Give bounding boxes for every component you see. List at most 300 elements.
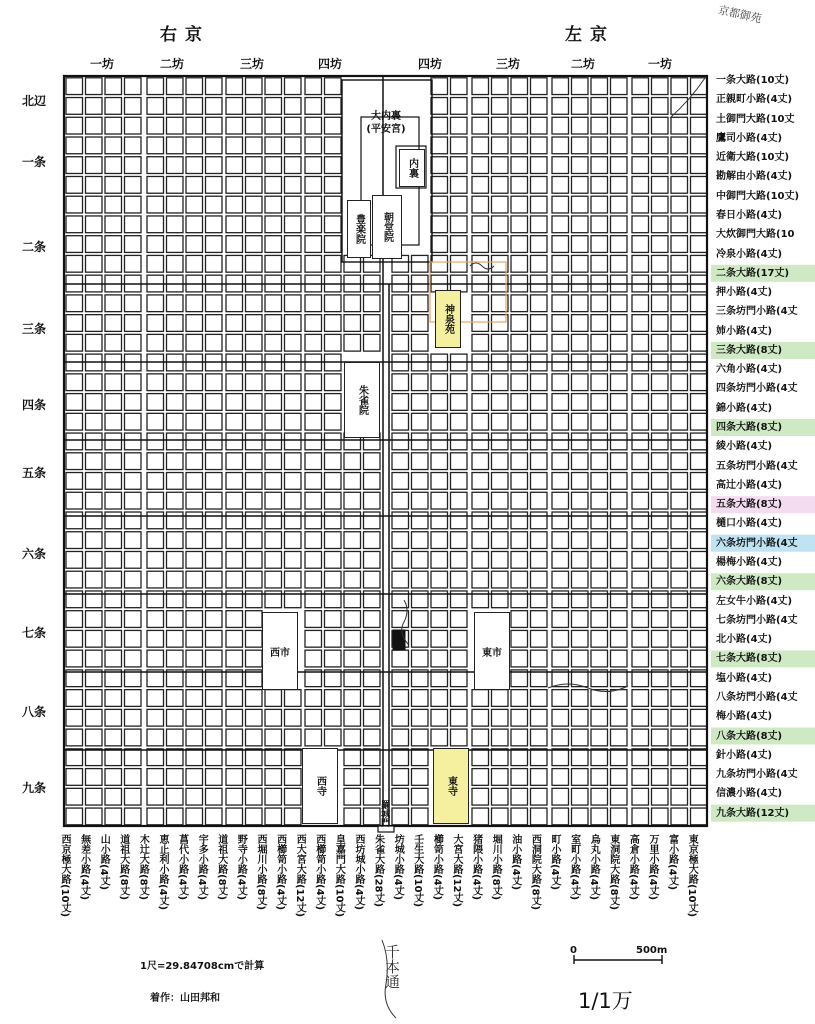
ew-street-width: (17丈) xyxy=(756,267,790,279)
scale-ratio: 1/1万 xyxy=(578,989,633,1013)
city-block xyxy=(472,551,489,568)
ns-street-item xyxy=(274,834,286,910)
ew-street-name: 北小路 xyxy=(716,634,746,646)
ew-street-width: (4丈) xyxy=(766,171,793,183)
city-block xyxy=(492,690,509,707)
city-block xyxy=(652,98,669,115)
ew-street-name: 勘解由小路 xyxy=(716,171,766,183)
city-block xyxy=(611,117,628,134)
city-block xyxy=(325,512,342,529)
city-block xyxy=(344,630,361,647)
city-block xyxy=(652,769,669,786)
city-block xyxy=(66,413,83,430)
city-block xyxy=(246,394,263,411)
city-block xyxy=(451,117,468,134)
ns-street-width: (4丈) xyxy=(274,884,286,911)
city-block xyxy=(572,551,589,568)
ew-street-item xyxy=(716,669,772,688)
city-block xyxy=(572,98,589,115)
city-block xyxy=(147,769,164,786)
city-block xyxy=(186,749,203,766)
city-block xyxy=(86,749,103,766)
city-block xyxy=(552,690,569,707)
city-block xyxy=(186,98,203,115)
city-block xyxy=(206,729,223,746)
city-block xyxy=(412,295,429,312)
handwritten-mark xyxy=(470,263,494,269)
city-block xyxy=(591,532,608,549)
city-block xyxy=(632,650,649,667)
ew-street-width: (8丈) xyxy=(756,653,783,665)
ew-street-name: 錦小路 xyxy=(716,402,746,414)
city-block xyxy=(86,117,103,134)
city-block xyxy=(186,413,203,430)
bo-label: 一坊 xyxy=(648,57,673,71)
city-block xyxy=(531,216,548,233)
city-block xyxy=(552,315,569,332)
city-block xyxy=(451,255,468,272)
city-block xyxy=(511,453,528,470)
bo-label: 二坊 xyxy=(160,57,185,71)
ew-street-name: 一条大路 xyxy=(716,75,756,86)
city-block xyxy=(572,532,589,549)
city-block xyxy=(451,571,468,588)
ew-street-name: 高辻小路 xyxy=(716,479,756,491)
city-block xyxy=(472,769,489,786)
city-block xyxy=(125,729,142,746)
city-block xyxy=(591,295,608,312)
city-block xyxy=(671,630,688,647)
city-block xyxy=(125,473,142,490)
city-block xyxy=(552,788,569,805)
city-block xyxy=(492,749,509,766)
city-block xyxy=(285,176,302,193)
city-block xyxy=(472,216,489,233)
city-block xyxy=(66,769,83,786)
city-block xyxy=(652,413,669,430)
city-block xyxy=(125,492,142,509)
city-block xyxy=(632,78,649,95)
city-block xyxy=(246,413,263,430)
city-block xyxy=(392,749,409,766)
city-block xyxy=(86,196,103,213)
city-block xyxy=(86,551,103,568)
city-block xyxy=(691,709,708,726)
city-block xyxy=(492,374,509,391)
nishiichi-building: 西市 xyxy=(262,612,298,690)
city-block xyxy=(492,729,509,746)
city-block xyxy=(392,769,409,786)
city-block xyxy=(186,769,203,786)
city-block xyxy=(265,394,282,411)
ew-street-item xyxy=(716,592,792,611)
city-block xyxy=(591,512,608,529)
city-block xyxy=(147,334,164,351)
ew-street-width: (4丈) xyxy=(746,287,773,299)
city-block xyxy=(511,492,528,509)
city-block xyxy=(392,334,409,351)
city-block xyxy=(511,650,528,667)
city-block xyxy=(66,650,83,667)
ew-street-width: (4丈) xyxy=(746,402,773,414)
city-block xyxy=(66,729,83,746)
city-block xyxy=(632,611,649,628)
city-block xyxy=(472,374,489,391)
city-block xyxy=(66,236,83,253)
city-block xyxy=(285,690,302,707)
city-block xyxy=(66,196,83,213)
city-block xyxy=(392,532,409,549)
city-block xyxy=(305,492,322,509)
ew-street-width: (4丈) xyxy=(746,711,773,723)
city-block xyxy=(691,216,708,233)
city-block xyxy=(652,709,669,726)
city-block xyxy=(66,453,83,470)
city-block xyxy=(691,433,708,450)
city-block xyxy=(125,176,142,193)
city-block xyxy=(572,630,589,647)
city-block xyxy=(472,808,489,825)
city-block xyxy=(105,157,122,174)
city-block xyxy=(86,236,103,253)
city-block xyxy=(652,532,669,549)
city-block xyxy=(611,78,628,95)
city-block xyxy=(431,551,448,568)
city-block xyxy=(611,808,628,825)
city-block xyxy=(186,394,203,411)
city-block xyxy=(364,571,381,588)
city-block xyxy=(591,749,608,766)
city-block xyxy=(492,709,509,726)
ew-street-name: 八条大路 xyxy=(716,730,756,742)
ew-street-name: 姉小路 xyxy=(716,325,746,337)
city-block xyxy=(105,78,122,95)
city-block xyxy=(186,492,203,509)
city-block xyxy=(611,492,628,509)
jo-label: 四条 xyxy=(22,398,47,412)
city-block xyxy=(66,137,83,154)
city-block xyxy=(611,749,628,766)
city-block xyxy=(412,512,429,529)
city-block xyxy=(167,196,184,213)
city-block xyxy=(671,157,688,174)
city-block xyxy=(652,729,669,746)
city-block xyxy=(671,216,688,233)
city-block xyxy=(572,492,589,509)
city-block xyxy=(431,729,448,746)
ns-street-width: (10丈) xyxy=(411,874,423,908)
city-block xyxy=(344,709,361,726)
city-block xyxy=(325,315,342,332)
city-block xyxy=(472,729,489,746)
ns-street-name: 櫛笥小路 xyxy=(431,834,443,874)
ns-street-name: 道祖大路 xyxy=(215,834,227,874)
city-block xyxy=(226,315,243,332)
city-block xyxy=(431,571,448,588)
ns-street-width: (4丈) xyxy=(313,884,325,911)
city-block xyxy=(305,512,322,529)
city-block xyxy=(147,255,164,272)
city-block xyxy=(572,650,589,667)
ns-street-width: (4丈) xyxy=(509,864,521,891)
city-block xyxy=(246,157,263,174)
city-block xyxy=(691,176,708,193)
city-block xyxy=(412,749,429,766)
city-block xyxy=(86,630,103,647)
city-block xyxy=(632,236,649,253)
city-block xyxy=(572,709,589,726)
city-block xyxy=(511,690,528,707)
city-block xyxy=(167,611,184,628)
scale-500m: 500m xyxy=(636,945,668,956)
ew-street-name: 四条坊門小路 xyxy=(716,383,776,395)
ns-street-name: 西洞院大路 xyxy=(529,834,541,884)
city-block xyxy=(652,492,669,509)
city-block xyxy=(344,453,361,470)
city-block xyxy=(364,611,381,628)
city-block xyxy=(492,334,509,351)
city-block xyxy=(511,571,528,588)
city-block xyxy=(652,433,669,450)
ns-street-item xyxy=(528,834,540,910)
city-block xyxy=(226,769,243,786)
ew-street-item xyxy=(716,553,782,572)
city-block xyxy=(691,374,708,391)
city-block xyxy=(246,630,263,647)
ew-street-width: (4丈) xyxy=(756,788,783,800)
city-block xyxy=(206,650,223,667)
city-block xyxy=(325,532,342,549)
city-block xyxy=(591,630,608,647)
city-block xyxy=(226,334,243,351)
city-block xyxy=(632,394,649,411)
city-block xyxy=(472,492,489,509)
jo-label: 八条 xyxy=(22,705,47,719)
ns-street-item xyxy=(626,834,638,900)
city-block xyxy=(364,315,381,332)
ew-street-width: (12丈) xyxy=(756,807,790,819)
city-block xyxy=(412,551,429,568)
city-block xyxy=(412,492,429,509)
city-block xyxy=(285,729,302,746)
city-block xyxy=(167,512,184,529)
city-block xyxy=(451,453,468,470)
ns-street-item xyxy=(78,834,90,900)
jo-label: 六条 xyxy=(22,547,47,561)
city-block xyxy=(105,650,122,667)
city-block xyxy=(305,611,322,628)
city-block xyxy=(671,690,688,707)
ns-street-name: 富小路 xyxy=(666,834,678,864)
city-block xyxy=(591,729,608,746)
city-block xyxy=(431,236,448,253)
city-block xyxy=(552,176,569,193)
city-block xyxy=(325,236,342,253)
city-block xyxy=(167,709,184,726)
city-block xyxy=(671,769,688,786)
city-block xyxy=(246,295,263,312)
city-block xyxy=(572,611,589,628)
city-block xyxy=(246,749,263,766)
city-block xyxy=(472,157,489,174)
city-block xyxy=(492,808,509,825)
ns-street-width: (8丈) xyxy=(255,884,266,911)
city-block xyxy=(226,196,243,213)
ew-street-width: (4丈) xyxy=(746,325,773,337)
city-block xyxy=(531,315,548,332)
city-block xyxy=(265,315,282,332)
ns-street-width: (4丈) xyxy=(568,874,580,901)
city-block xyxy=(186,216,203,233)
city-block xyxy=(451,650,468,667)
city-block xyxy=(285,769,302,786)
city-block xyxy=(511,532,528,549)
city-block xyxy=(86,453,103,470)
city-block xyxy=(125,413,142,430)
city-block xyxy=(206,236,223,253)
ns-street-item xyxy=(548,834,560,890)
city-block xyxy=(167,216,184,233)
city-block xyxy=(691,769,708,786)
ns-street-item xyxy=(195,834,207,900)
ew-street-item xyxy=(716,746,772,765)
city-block xyxy=(325,453,342,470)
city-block xyxy=(392,709,409,726)
city-block xyxy=(325,196,342,213)
ew-street-name: 八条坊門小路 xyxy=(716,691,776,703)
city-block xyxy=(167,394,184,411)
city-block xyxy=(472,315,489,332)
city-block xyxy=(167,571,184,588)
city-block xyxy=(305,413,322,430)
city-block xyxy=(472,788,489,805)
city-block xyxy=(451,630,468,647)
city-block xyxy=(66,334,83,351)
city-block xyxy=(492,117,509,134)
city-block xyxy=(691,196,708,213)
city-block xyxy=(86,492,103,509)
ew-street-item xyxy=(716,784,782,803)
city-block xyxy=(511,98,528,115)
ns-street-width: (4丈) xyxy=(627,874,639,901)
city-block xyxy=(591,492,608,509)
city-block xyxy=(492,473,509,490)
city-block xyxy=(431,512,448,529)
ew-street-name: 塩小路 xyxy=(716,672,746,684)
city-block xyxy=(125,551,142,568)
city-block xyxy=(265,769,282,786)
city-block xyxy=(451,611,468,628)
city-block xyxy=(105,216,122,233)
city-block xyxy=(206,413,223,430)
city-block xyxy=(265,690,282,707)
city-block xyxy=(206,551,223,568)
ns-street-name: 東洞院大路 xyxy=(607,834,619,884)
city-block xyxy=(167,117,184,134)
city-block xyxy=(167,78,184,95)
city-block xyxy=(325,433,342,450)
city-block xyxy=(305,216,322,233)
city-block xyxy=(552,551,569,568)
city-block xyxy=(531,512,548,529)
ns-street-item xyxy=(136,834,148,900)
ew-street-item xyxy=(716,302,798,321)
city-block xyxy=(105,512,122,529)
city-block xyxy=(66,157,83,174)
city-block xyxy=(86,78,103,95)
city-block xyxy=(591,255,608,272)
city-block xyxy=(572,255,589,272)
scale-bar xyxy=(574,955,662,964)
city-block xyxy=(86,413,103,430)
daidairi-label: 大内裏 xyxy=(370,111,401,122)
city-block xyxy=(125,769,142,786)
city-block xyxy=(66,690,83,707)
city-block xyxy=(392,729,409,746)
city-block xyxy=(226,78,243,95)
bo-label: 三坊 xyxy=(496,57,521,71)
city-block xyxy=(285,157,302,174)
city-block xyxy=(246,611,263,628)
jo-label: 五条 xyxy=(22,466,47,480)
ns-street-item xyxy=(293,834,305,917)
city-block xyxy=(105,749,122,766)
city-block xyxy=(364,690,381,707)
city-block xyxy=(147,117,164,134)
city-block xyxy=(226,492,243,509)
city-block xyxy=(392,492,409,509)
city-block xyxy=(472,255,489,272)
city-block xyxy=(572,433,589,450)
city-block xyxy=(392,433,409,450)
ew-street-item xyxy=(716,649,782,668)
city-block xyxy=(325,216,342,233)
bo-label: 一坊 xyxy=(90,57,115,71)
city-block xyxy=(591,769,608,786)
ns-street-width: (10丈) xyxy=(59,884,70,918)
ew-street-item xyxy=(716,765,798,784)
city-block xyxy=(285,709,302,726)
city-block xyxy=(492,532,509,549)
city-block xyxy=(611,630,628,647)
city-block xyxy=(652,374,669,391)
city-block xyxy=(531,532,548,549)
city-block xyxy=(246,196,263,213)
rajomon-label: 羅城門 xyxy=(379,800,389,827)
city-block xyxy=(591,196,608,213)
city-block xyxy=(412,808,429,825)
city-block xyxy=(125,374,142,391)
city-block xyxy=(325,473,342,490)
city-block xyxy=(285,315,302,332)
city-block xyxy=(552,334,569,351)
city-block xyxy=(591,78,608,95)
city-block xyxy=(472,295,489,312)
city-block xyxy=(167,492,184,509)
city-block xyxy=(492,413,509,430)
city-block xyxy=(206,749,223,766)
city-block xyxy=(147,532,164,549)
city-block xyxy=(632,492,649,509)
city-block xyxy=(671,729,688,746)
city-block xyxy=(572,690,589,707)
city-block xyxy=(652,630,669,647)
city-block xyxy=(591,808,608,825)
city-block xyxy=(691,690,708,707)
city-block xyxy=(531,157,548,174)
city-block xyxy=(226,788,243,805)
city-block xyxy=(572,808,589,825)
